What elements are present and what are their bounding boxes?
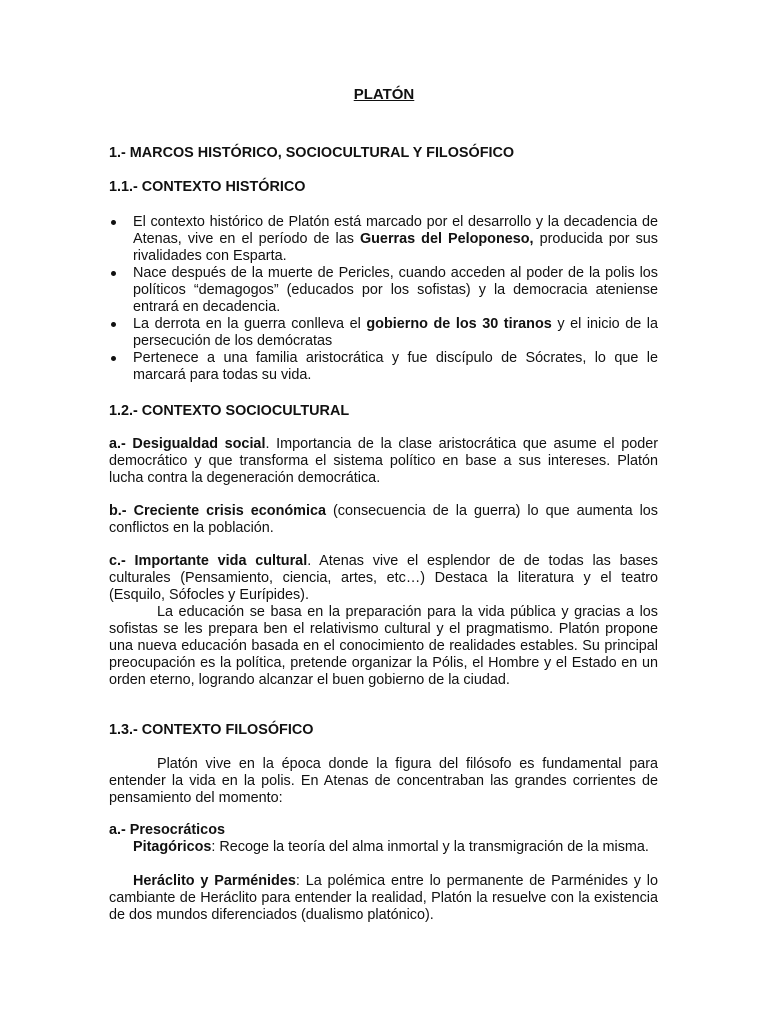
section-heading-contexto-filosofico: 1.3.- CONTEXTO FILOSÓFICO [109, 722, 314, 738]
bullet-text: Nace después de la muerte de Pericles, cuando acceden al poder de la polis los políticos “demagogos” (educados por los sofistas) y la democracia ateniense entrará en decadencia. [133, 265, 658, 315]
paragraph-text: (consecuencia de la guerra) lo que aumenta los conflictos en la población. [109, 503, 658, 536]
paragraph-pitagoricos [109, 839, 658, 856]
bullet-text: producida por sus rivalidades con Esparta. [133, 231, 659, 264]
bullet-text: y el inicio de la persecución de los demócratas [133, 316, 658, 349]
section-heading-contexto-historico: 1.1.- CONTEXTO HISTÓRICO [109, 179, 306, 195]
paragraph-heraclito-parmenides [109, 873, 658, 924]
paragraph-desigualdad [109, 436, 658, 487]
paragraph-text: . Atenas vive el esplendor de de todas las bases culturales (Pensamiento, ciencia, artes, etc…) Destaca la literatura y el teatro (Esquilo, Sófocles y Eurípides). [109, 553, 658, 603]
paragraph-vida-cultural [109, 553, 658, 604]
paragraph-bold-lead: a.- Desigualdad social [109, 436, 266, 452]
paragraph-bold-lead: Pitagóricos [133, 839, 212, 855]
list-item [109, 214, 658, 265]
page-title: PLATÓN [353, 86, 415, 103]
paragraph-text: : La polémica entre lo permanente de Parménides y lo cambiante de Heráclito para entender la realidad, Platón la resuelve con la existencia de dos mundos diferenciados (dualismo platónico). [109, 873, 658, 923]
bullet-icon [111, 220, 116, 225]
list-item [109, 265, 658, 316]
paragraph-educacion: La educación se basa en la preparación para la vida pública y gracias a los sofistas se les prepara ben el relativismo cultural y el pragmatismo. Platón propone una nueva educación basada en el conocimiento de realidades estables. Su principal preocupación es la política, pretende organizar la Pólis, el Hombre y el Estado en un orden eterno, logrando alcanzar el buen gobierno de la ciudad. [109, 604, 658, 688]
bullet-icon [111, 271, 116, 276]
bullet-text: El contexto histórico de Platón está marcado por el desarrollo y la decadencia de Atenas, vive en el período de las [133, 214, 658, 247]
bullet-text: La derrota en la guerra conlleva el [133, 316, 367, 332]
section-heading-marcos: 1.- MARCOS HISTÓRICO, SOCIOCULTURAL Y FILOSÓFICO [109, 145, 515, 161]
list-item [109, 350, 658, 384]
paragraph-text: : Recoge la teoría del alma inmortal y la transmigración de la misma. [211, 839, 649, 855]
subheading-presocraticos: a.- Presocráticos [109, 822, 225, 838]
bullet-text: Pertenece a una familia aristocrática y fue discípulo de Sócrates, lo que le marcará para todas su vida. [133, 350, 658, 383]
paragraph-bold-lead: b.- Creciente crisis económica [109, 503, 326, 519]
list-item [109, 316, 658, 350]
paragraph-bold-lead: Heráclito y Parménides [133, 873, 296, 889]
historical-context-list [109, 214, 658, 384]
paragraph-bold-lead: c.- Importante vida cultural [109, 553, 308, 569]
section-heading-contexto-sociocultural: 1.2.- CONTEXTO SOCIOCULTURAL [109, 403, 350, 419]
paragraph-filosofo-intro: Platón vive en la época donde la figura del filósofo es fundamental para entender la vida en la polis. En Atenas de concentraban las grandes corrientes de pensamiento del momento: [109, 756, 658, 806]
paragraph-crisis [109, 503, 658, 537]
paragraph-text: . Importancia de la clase aristocrática que asume el poder democrático y que transforma el sistema político en base a sus intereses. Platón lucha contra la degeneración democrática. [109, 436, 658, 486]
bullet-bold-text: gobierno de los 30 tiranos [366, 316, 552, 332]
bullet-icon [111, 356, 116, 361]
bullet-icon [111, 322, 116, 327]
bullet-bold-text: Guerras del Peloponeso, [359, 231, 534, 247]
